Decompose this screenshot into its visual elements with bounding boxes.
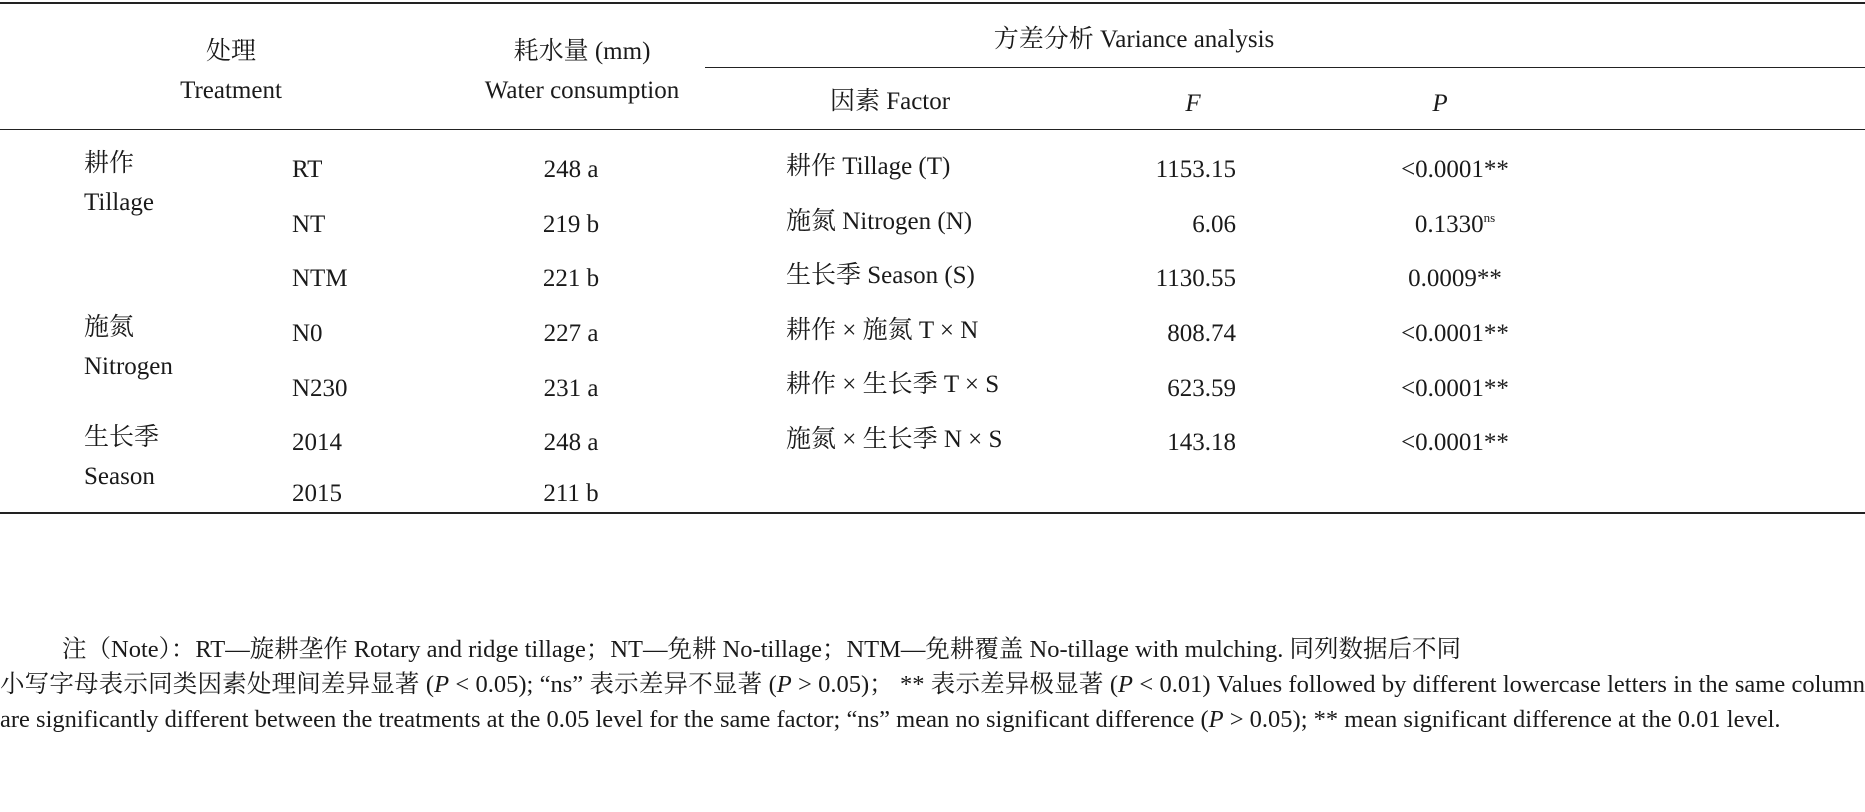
p-cell: <0.0001** <box>1401 320 1509 347</box>
level-cell: NT <box>292 211 326 238</box>
level-cell: RT <box>292 156 323 183</box>
header-factor: 因素 Factor <box>829 88 951 115</box>
header-water-en: Water consumption <box>484 77 680 104</box>
water-cell: 221 b <box>542 265 600 292</box>
f-cell: 143.18 <box>1167 429 1236 456</box>
p-cell: $0.1330^{ns}$ <box>1414 210 1496 238</box>
water-cell: 248 a <box>543 429 599 456</box>
factor-cell: 耕作 × 施氮 T × N <box>786 317 979 344</box>
group-season-en: Season <box>84 463 155 490</box>
header-treatment-cn: 处理 <box>205 38 257 65</box>
water-cell: 211 b <box>543 480 599 507</box>
water-cell: 248 a <box>543 156 599 183</box>
f-cell: 808.74 <box>1167 320 1236 347</box>
level-cell: 2015 <box>292 480 342 507</box>
f-cell: 1130.55 <box>1155 265 1236 292</box>
header-treatment-en: Treatment <box>180 77 282 104</box>
level-cell: 2014 <box>292 429 342 456</box>
table-note <box>0 632 1865 737</box>
factor-cell: 施氮 Nitrogen (N) <box>786 208 973 235</box>
header-p: P <box>1432 90 1448 117</box>
water-cell: 219 b <box>542 211 600 238</box>
p-cell: 0.0009** <box>1408 265 1502 292</box>
group-nitrogen-en: Nitrogen <box>84 353 173 380</box>
p-superscript: ns <box>1483 210 1496 225</box>
level-cell: N0 <box>292 320 323 347</box>
group-tillage-en: Tillage <box>84 189 154 216</box>
variance-header-rule <box>705 67 1865 68</box>
p-cell: <0.0001** <box>1401 429 1509 456</box>
level-cell: N230 <box>292 375 348 402</box>
factor-cell: 生长季 Season (S) <box>786 262 975 289</box>
water-cell: 231 a <box>543 375 599 402</box>
table-bottom-rule <box>0 512 1865 514</box>
group-season-cn: 生长季 <box>84 424 160 451</box>
f-cell: 6.06 <box>1192 211 1236 238</box>
p-cell: <0.0001** <box>1401 375 1509 402</box>
factor-cell: 耕作 × 生长季 T × S <box>786 371 1000 398</box>
top-rule <box>0 2 1865 4</box>
group-nitrogen-cn: 施氮 <box>84 314 135 341</box>
header-water-cn: 耗水量 (mm) <box>513 38 651 65</box>
header-bottom-rule <box>0 129 1865 130</box>
note-body: 小写字母表示同类因素处理间差异显著 (P < 0.05); “ns” 表示差异不显著 (P > 0.05)； ** 表示差异极显著 (P < 0.01) Values followed by different lowercase letters in the same column are significantly different between the treatments at the 0.05 level for the same factor; “ns” mean no significant difference (P > 0.05); ** mean significant difference at the 0.01 level. <box>0 671 1865 733</box>
p-cell: <0.0001** <box>1401 156 1509 183</box>
header-variance-title: 方差分析 Variance analysis <box>993 26 1275 53</box>
water-cell: 227 a <box>543 320 599 347</box>
header-f: F <box>1185 90 1201 117</box>
f-cell: 623.59 <box>1167 375 1236 402</box>
level-cell: NTM <box>292 265 348 292</box>
f-cell: 1153.15 <box>1155 156 1236 183</box>
factor-cell: 施氮 × 生长季 N × S <box>786 426 1003 453</box>
group-tillage-cn: 耕作 <box>84 150 135 177</box>
note-line-1: 注（Note）：RT—旋耕垄作 Rotary and ridge tillage；NT—免耕 No-tillage；NTM—免耕覆盖 No-tillage with mulching. 同列数据后不同 <box>62 636 1461 663</box>
factor-cell: 耕作 Tillage (T) <box>786 153 951 180</box>
